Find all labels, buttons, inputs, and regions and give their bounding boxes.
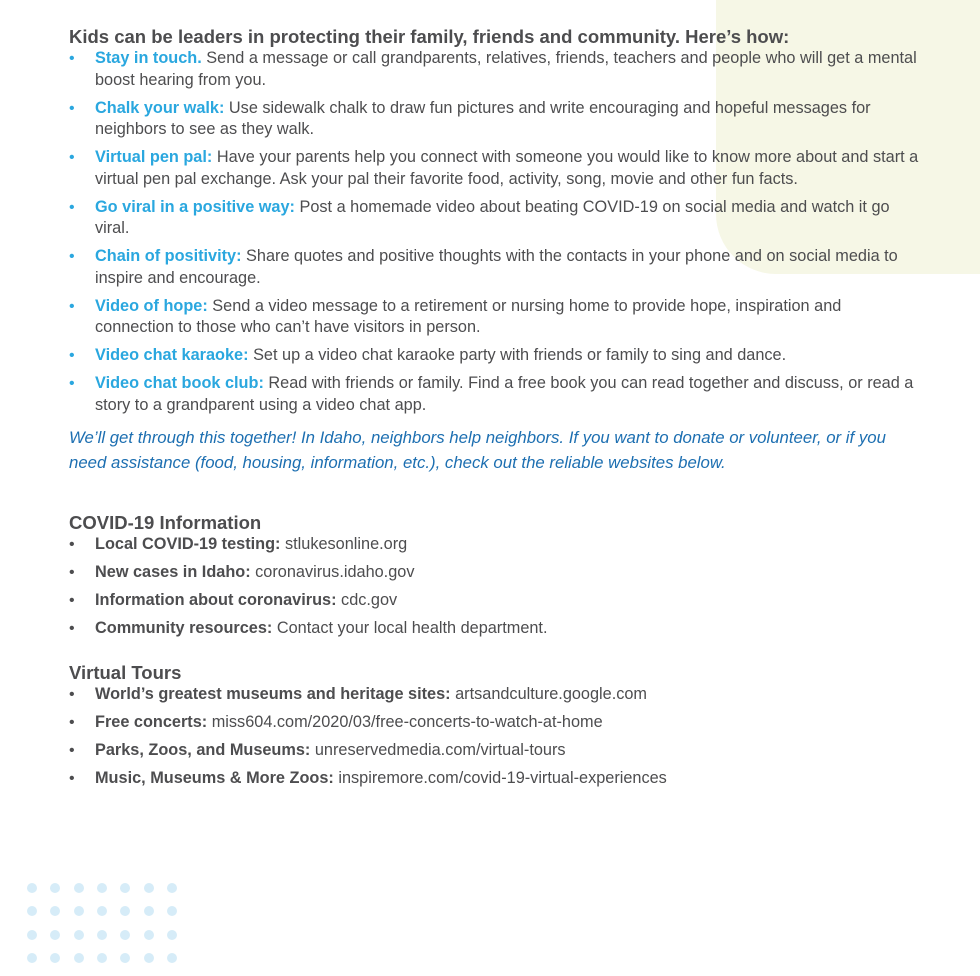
decorative-dot bbox=[167, 883, 177, 893]
covid-section-title: COVID-19 Information bbox=[69, 512, 262, 533]
tip-text: Set up a video chat karaoke party with friends or family to sing and dance. bbox=[248, 346, 787, 364]
list-item bbox=[69, 197, 919, 240]
resource-link[interactable]: stlukesonline.org bbox=[280, 535, 408, 553]
tip-text: Read with friends or family. Find a free book you can read together and discuss, or read a story to a grandparent using a video chat app. bbox=[95, 374, 914, 414]
decorative-dot bbox=[50, 953, 60, 963]
decorative-dot bbox=[27, 906, 37, 916]
bullet-icon: • bbox=[69, 564, 75, 581]
intro-heading: Kids can be leaders in protecting their family, friends and community. Here’s how: bbox=[69, 26, 790, 47]
decorative-dot bbox=[74, 883, 84, 893]
decorative-dot bbox=[97, 953, 107, 963]
decorative-dot bbox=[167, 906, 177, 916]
tips-list bbox=[69, 48, 919, 416]
tip-text: Send a video message to a retirement or nursing home to provide hope, inspiration and connection to those who can’t have visitors in person. bbox=[95, 296, 842, 336]
resource-link[interactable]: unreservedmedia.com/virtual-tours bbox=[310, 741, 566, 759]
list-item bbox=[69, 768, 919, 790]
decorative-dot bbox=[50, 930, 60, 940]
list-item bbox=[69, 373, 919, 416]
decorative-dot bbox=[50, 883, 60, 893]
tip-title: Video chat book club: bbox=[95, 374, 264, 392]
tip-title: Chain of positivity: bbox=[95, 247, 242, 265]
decorative-dot bbox=[27, 953, 37, 963]
tip-text: Use sidewalk chalk to draw fun pictures and write encouraging and hopeful messages for neighbors to see as they walk. bbox=[95, 98, 871, 138]
bullet-icon: • bbox=[69, 536, 75, 553]
list-item bbox=[69, 590, 919, 612]
list-item bbox=[69, 296, 919, 339]
decorative-dot bbox=[74, 906, 84, 916]
resource-label: Music, Museums & More Zoos: bbox=[95, 769, 334, 787]
decorative-dot bbox=[74, 930, 84, 940]
resource-label: Parks, Zoos, and Museums: bbox=[95, 741, 311, 759]
list-item bbox=[69, 246, 919, 289]
document-body bbox=[69, 26, 919, 796]
decorative-dot bbox=[144, 930, 154, 940]
decorative-dot bbox=[144, 953, 154, 963]
list-item bbox=[69, 345, 919, 367]
tip-title: Go viral in a positive way: bbox=[95, 197, 295, 216]
tip-title: Virtual pen pal: bbox=[95, 148, 213, 166]
bullet-icon: • bbox=[69, 375, 75, 392]
tip-text: Post a homemade video about beating COVID-19 on social media and watch it go viral. bbox=[95, 197, 890, 237]
tip-text: Send a message or call grandparents, relatives, friends, teachers and people who will get a mental boost hearing from you. bbox=[95, 49, 917, 89]
decorative-dot bbox=[50, 906, 60, 916]
list-item bbox=[69, 712, 919, 734]
decorative-dot bbox=[27, 930, 37, 940]
tours-section-title: Virtual Tours bbox=[69, 662, 182, 683]
tip-title: Video of hope: bbox=[95, 296, 208, 315]
tip-text: Share quotes and positive thoughts with the contacts in your phone and on social media to inspire and encourage. bbox=[95, 247, 898, 287]
decorative-dot bbox=[97, 906, 107, 916]
bullet-icon: • bbox=[69, 149, 75, 166]
resource-label: New cases in Idaho: bbox=[95, 563, 251, 581]
tip-title: Video chat karaoke: bbox=[95, 346, 249, 364]
covid-list bbox=[69, 534, 919, 640]
resource-label: World’s greatest museums and heritage sites: bbox=[95, 685, 451, 703]
tip-title: Chalk your walk: bbox=[95, 98, 225, 117]
bullet-icon: • bbox=[69, 297, 75, 315]
decorative-dot bbox=[120, 883, 130, 893]
bullet-icon: • bbox=[69, 620, 75, 637]
bullet-icon: • bbox=[69, 198, 75, 216]
decorative-dot bbox=[27, 883, 37, 893]
decorative-dot bbox=[167, 953, 177, 963]
list-item bbox=[69, 618, 919, 640]
resource-label: Local COVID-19 testing: bbox=[95, 535, 281, 553]
decorative-dot bbox=[97, 883, 107, 893]
bullet-icon: • bbox=[69, 770, 75, 787]
decorative-dot bbox=[120, 906, 130, 916]
resource-link[interactable]: artsandculture.google.com bbox=[450, 685, 647, 703]
resource-label: Information about coronavirus: bbox=[95, 591, 337, 609]
tip-text: Have your parents help you connect with someone you would like to know more about and start a virtual pen pal exchange. Ask your pal their favorite food, activity, song, movie and other fun facts. bbox=[95, 148, 919, 188]
list-item bbox=[69, 98, 919, 141]
bullet-icon: • bbox=[69, 714, 75, 731]
list-item bbox=[69, 534, 919, 556]
resource-label: Free concerts: bbox=[95, 713, 208, 731]
resource-link[interactable]: inspiremore.com/covid-19-virtual-experiences bbox=[333, 769, 667, 787]
decorative-dot bbox=[120, 953, 130, 963]
list-item bbox=[69, 740, 919, 762]
decorative-dot bbox=[120, 930, 130, 940]
bullet-icon: • bbox=[69, 742, 75, 759]
decorative-dot bbox=[74, 953, 84, 963]
resource-text: Contact your local health department. bbox=[272, 619, 548, 637]
bullet-icon: • bbox=[69, 50, 75, 67]
list-item bbox=[69, 147, 919, 190]
bullet-icon: • bbox=[69, 686, 75, 703]
bullet-icon: • bbox=[69, 99, 75, 117]
decorative-dot bbox=[144, 883, 154, 893]
resource-link[interactable]: miss604.com/2020/03/free-concerts-to-watch-at-home bbox=[207, 713, 603, 731]
bullet-icon: • bbox=[69, 248, 75, 265]
tip-title: Stay in touch. bbox=[95, 49, 202, 67]
bullet-icon: • bbox=[69, 347, 75, 364]
list-item bbox=[69, 562, 919, 584]
decorative-dot bbox=[144, 906, 154, 916]
decorative-dot bbox=[167, 930, 177, 940]
decorative-dot bbox=[97, 930, 107, 940]
closing-message: We’ll get through this together! In Idaho, neighbors help neighbors. If you want to donate or volunteer, or if you need assistance (food, housing, information, etc.), check out the reliable websites below. bbox=[69, 428, 886, 472]
resource-link[interactable]: cdc.gov bbox=[336, 591, 398, 609]
tours-list bbox=[69, 684, 919, 790]
list-item bbox=[69, 48, 919, 91]
resource-link[interactable]: coronavirus.idaho.gov bbox=[250, 563, 415, 581]
list-item bbox=[69, 684, 919, 706]
resource-label: Community resources: bbox=[95, 619, 273, 637]
bullet-icon: • bbox=[69, 592, 75, 609]
